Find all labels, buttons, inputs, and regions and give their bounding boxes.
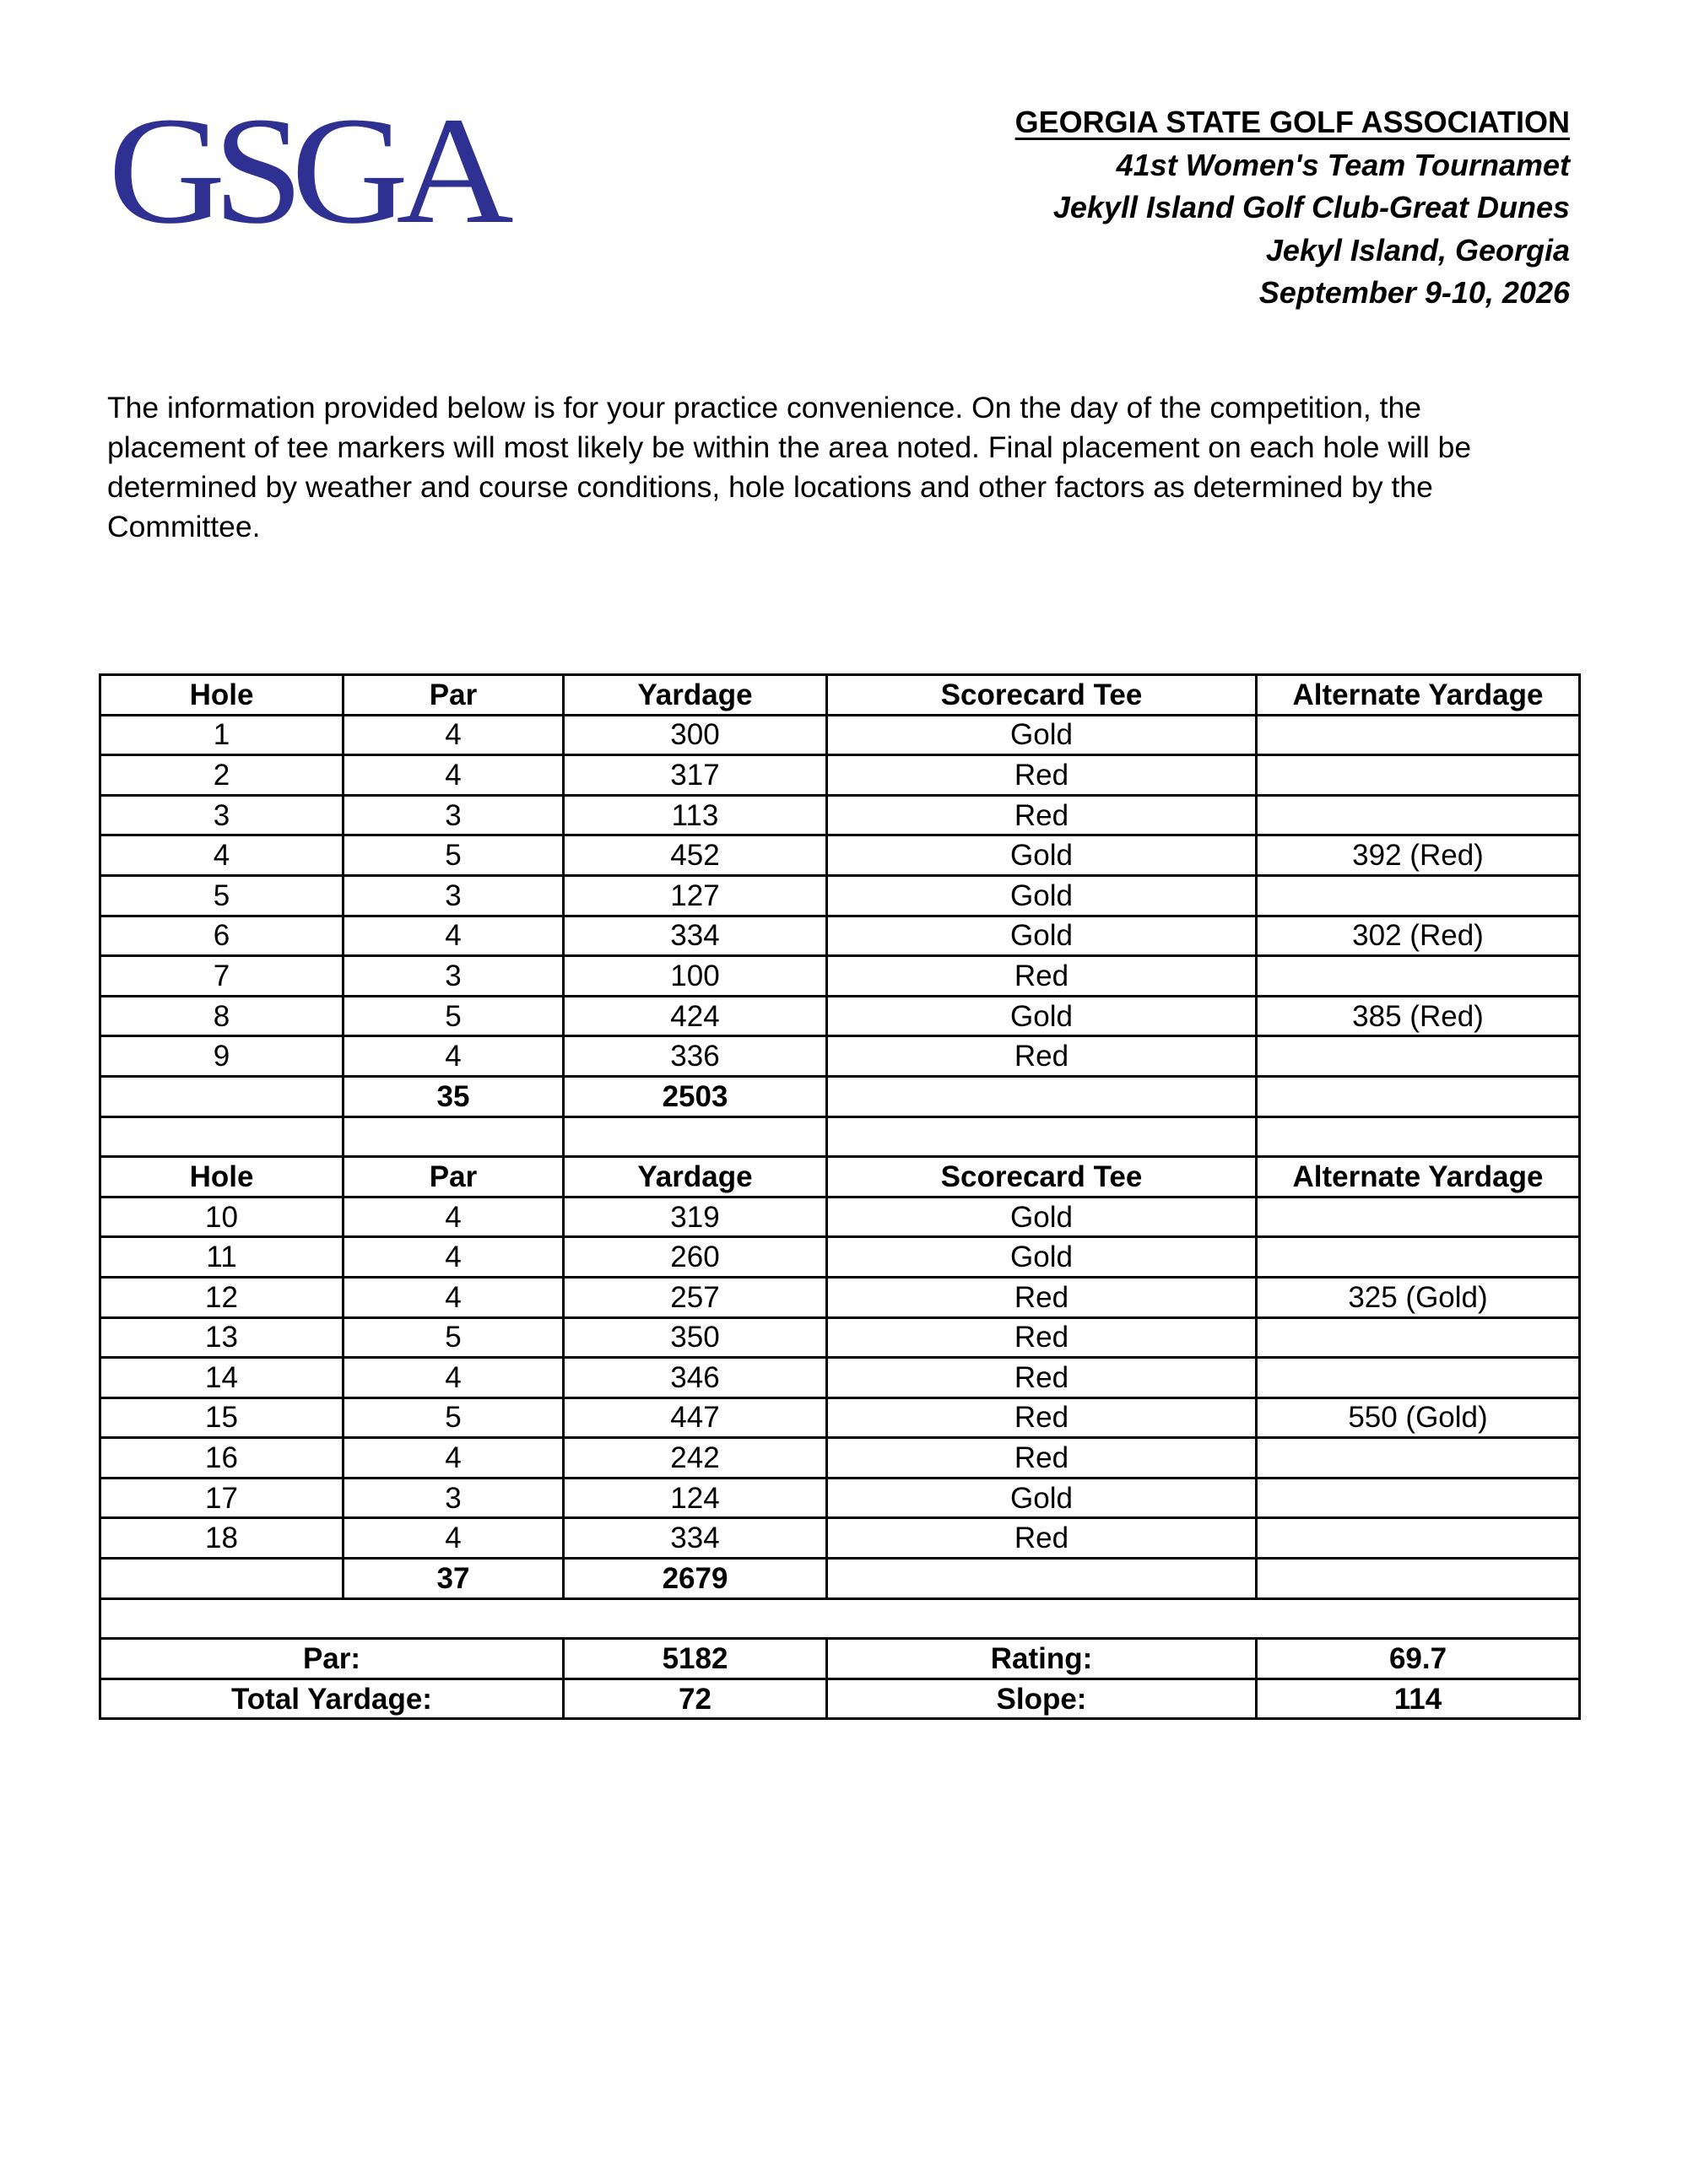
header-alternate-yardage: Alternate Yardage <box>1257 1157 1580 1197</box>
hole-scorecard-tee: Gold <box>827 996 1257 1036</box>
hole-scorecard-tee: Gold <box>827 916 1257 956</box>
hole-scorecard-tee: Gold <box>827 835 1257 876</box>
hole-scorecard-tee: Red <box>827 1518 1257 1559</box>
empty-cell <box>1257 1116 1580 1157</box>
table-row <box>100 1317 1580 1358</box>
header-par: Par <box>344 1157 564 1197</box>
hole-scorecard-tee: Red <box>827 1036 1257 1077</box>
hole-number: 14 <box>100 1358 344 1398</box>
empty-cell <box>100 1559 344 1599</box>
spacer-row <box>100 1598 1580 1639</box>
empty-cell <box>827 1559 1257 1599</box>
hole-scorecard-tee: Gold <box>827 1237 1257 1278</box>
event-title: 41st Women's Team Tournamet <box>1116 147 1570 182</box>
hole-scorecard-tee: Red <box>827 755 1257 796</box>
rating-label: Rating: <box>827 1639 1257 1679</box>
hole-number: 1 <box>100 715 344 755</box>
hole-scorecard-tee: Gold <box>827 715 1257 755</box>
hole-scorecard-tee: Gold <box>827 1197 1257 1237</box>
table-row <box>100 875 1580 916</box>
table-row <box>100 755 1580 796</box>
table-row <box>100 916 1580 956</box>
hole-par: 5 <box>344 835 564 876</box>
hole-number: 6 <box>100 916 344 956</box>
hole-scorecard-tee: Red <box>827 1438 1257 1479</box>
hole-alternate-yardage <box>1257 1197 1580 1237</box>
total-yardage-label: Total Yardage: <box>100 1679 564 1719</box>
table-row <box>100 1036 1580 1077</box>
hole-alternate-yardage: 385 (Red) <box>1257 996 1580 1036</box>
hole-number: 10 <box>100 1197 344 1237</box>
hole-scorecard-tee: Gold <box>827 875 1257 916</box>
header-hole: Hole <box>100 675 344 716</box>
hole-yardage: 113 <box>564 795 827 835</box>
hole-number: 4 <box>100 835 344 876</box>
subtotal-par: 37 <box>344 1559 564 1599</box>
subtotal-row <box>100 1076 1580 1116</box>
spacer-row <box>100 1116 1580 1157</box>
event-header <box>1015 101 1570 315</box>
hole-number: 17 <box>100 1478 344 1518</box>
hole-scorecard-tee: Red <box>827 1277 1257 1317</box>
empty-cell <box>827 1076 1257 1116</box>
hole-alternate-yardage <box>1257 1438 1580 1479</box>
subtotal-yardage: 2679 <box>564 1559 827 1599</box>
hole-number: 16 <box>100 1438 344 1479</box>
subtotal-row <box>100 1559 1580 1599</box>
hole-alternate-yardage <box>1257 795 1580 835</box>
hole-number: 3 <box>100 795 344 835</box>
hole-yardage: 124 <box>564 1478 827 1518</box>
hole-par: 3 <box>344 1478 564 1518</box>
event-location: Jekyl Island, Georgia <box>1265 232 1570 268</box>
empty-cell <box>344 1116 564 1157</box>
hole-number: 11 <box>100 1237 344 1278</box>
hole-alternate-yardage <box>1257 715 1580 755</box>
hole-par: 5 <box>344 996 564 1036</box>
hole-scorecard-tee: Gold <box>827 1478 1257 1518</box>
empty-cell <box>100 1116 344 1157</box>
table-row <box>100 1237 1580 1278</box>
hole-alternate-yardage <box>1257 875 1580 916</box>
hole-alternate-yardage <box>1257 1478 1580 1518</box>
empty-cell <box>100 1076 344 1116</box>
intro-paragraph: The information provided below is for your practice convenience. On the day of the competition, the placement of tee markers will most likely be within the area noted. Final placement on each hole will be determined by weather and course conditions, hole locations and other factors as determined by the Committee. <box>107 391 1472 543</box>
hole-yardage: 334 <box>564 916 827 956</box>
hole-scorecard-tee: Red <box>827 1358 1257 1398</box>
table-row <box>100 956 1580 997</box>
header-alternate-yardage: Alternate Yardage <box>1257 675 1580 716</box>
hole-alternate-yardage <box>1257 1518 1580 1559</box>
hole-par: 4 <box>344 1438 564 1479</box>
hole-number: 18 <box>100 1518 344 1559</box>
table-row <box>100 1397 1580 1438</box>
table-row <box>100 1277 1580 1317</box>
slope-value: 114 <box>1257 1679 1580 1719</box>
table-row <box>100 996 1580 1036</box>
hole-number: 2 <box>100 755 344 796</box>
hole-par: 4 <box>344 1518 564 1559</box>
hole-alternate-yardage <box>1257 1317 1580 1358</box>
hole-par: 4 <box>344 1277 564 1317</box>
hole-par: 4 <box>344 1358 564 1398</box>
hole-number: 15 <box>100 1397 344 1438</box>
hole-scorecard-tee: Red <box>827 1317 1257 1358</box>
hole-yardage: 319 <box>564 1197 827 1237</box>
hole-par: 3 <box>344 875 564 916</box>
hole-alternate-yardage: 550 (Gold) <box>1257 1397 1580 1438</box>
empty-cell <box>564 1116 827 1157</box>
total-yardage-value: 72 <box>564 1679 827 1719</box>
par-value: 5182 <box>564 1639 827 1679</box>
summary-row <box>100 1679 1580 1719</box>
hole-number: 12 <box>100 1277 344 1317</box>
hole-yardage: 334 <box>564 1518 827 1559</box>
hole-par: 5 <box>344 1317 564 1358</box>
hole-yardage: 127 <box>564 875 827 916</box>
header-scorecard-tee: Scorecard Tee <box>827 675 1257 716</box>
empty-cell <box>827 1116 1257 1157</box>
header-par: Par <box>344 675 564 716</box>
summary-row <box>100 1639 1580 1679</box>
hole-par: 4 <box>344 916 564 956</box>
hole-alternate-yardage <box>1257 956 1580 997</box>
header-scorecard-tee: Scorecard Tee <box>827 1157 1257 1197</box>
hole-par: 4 <box>344 1237 564 1278</box>
rating-value: 69.7 <box>1257 1639 1580 1679</box>
hole-par: 4 <box>344 715 564 755</box>
header-yardage: Yardage <box>564 1157 827 1197</box>
table-row <box>100 835 1580 876</box>
hole-par: 4 <box>344 1036 564 1077</box>
course-name: Jekyll Island Golf Club-Great Dunes <box>1052 190 1570 224</box>
hole-par: 3 <box>344 795 564 835</box>
table-row <box>100 1518 1580 1559</box>
event-dates: September 9-10, 2026 <box>1258 275 1570 310</box>
header-yardage: Yardage <box>564 675 827 716</box>
hole-alternate-yardage: 325 (Gold) <box>1257 1277 1580 1317</box>
hole-yardage: 452 <box>564 835 827 876</box>
hole-alternate-yardage <box>1257 1036 1580 1077</box>
hole-par: 4 <box>344 1197 564 1237</box>
empty-cell <box>1257 1559 1580 1599</box>
empty-cell <box>100 1598 1580 1639</box>
hole-par: 3 <box>344 956 564 997</box>
gsga-logo: GSGA <box>108 86 501 256</box>
table-row <box>100 1438 1580 1479</box>
hole-alternate-yardage: 302 (Red) <box>1257 916 1580 956</box>
hole-alternate-yardage: 392 (Red) <box>1257 835 1580 876</box>
table-header-row <box>100 1157 1580 1197</box>
hole-yardage: 300 <box>564 715 827 755</box>
table-row <box>100 795 1580 835</box>
hole-alternate-yardage <box>1257 1237 1580 1278</box>
table-row <box>100 1197 1580 1237</box>
table-row <box>100 1478 1580 1518</box>
hole-yardage: 257 <box>564 1277 827 1317</box>
hole-yardage: 260 <box>564 1237 827 1278</box>
hole-yardage: 100 <box>564 956 827 997</box>
hole-scorecard-tee: Red <box>827 795 1257 835</box>
hole-yardage: 424 <box>564 996 827 1036</box>
hole-scorecard-tee: Red <box>827 1397 1257 1438</box>
hole-par: 4 <box>344 755 564 796</box>
hole-number: 7 <box>100 956 344 997</box>
hole-number: 9 <box>100 1036 344 1077</box>
table-row <box>100 1358 1580 1398</box>
hole-yardage: 242 <box>564 1438 827 1479</box>
hole-yardage: 350 <box>564 1317 827 1358</box>
subtotal-par: 35 <box>344 1076 564 1116</box>
slope-label: Slope: <box>827 1679 1257 1719</box>
yardage-table <box>99 673 1581 1720</box>
hole-scorecard-tee: Red <box>827 956 1257 997</box>
hole-number: 5 <box>100 875 344 916</box>
empty-cell <box>1257 1076 1580 1116</box>
table-header-row <box>100 675 1580 716</box>
hole-alternate-yardage <box>1257 1358 1580 1398</box>
table-row <box>100 715 1580 755</box>
hole-yardage: 346 <box>564 1358 827 1398</box>
par-label: Par: <box>100 1639 564 1679</box>
hole-yardage: 317 <box>564 755 827 796</box>
hole-alternate-yardage <box>1257 755 1580 796</box>
header-hole: Hole <box>100 1157 344 1197</box>
organization-name: GEORGIA STATE GOLF ASSOCIATION <box>1014 105 1570 139</box>
hole-yardage: 447 <box>564 1397 827 1438</box>
hole-yardage: 336 <box>564 1036 827 1077</box>
hole-number: 13 <box>100 1317 344 1358</box>
hole-number: 8 <box>100 996 344 1036</box>
subtotal-yardage: 2503 <box>564 1076 827 1116</box>
hole-par: 5 <box>344 1397 564 1438</box>
